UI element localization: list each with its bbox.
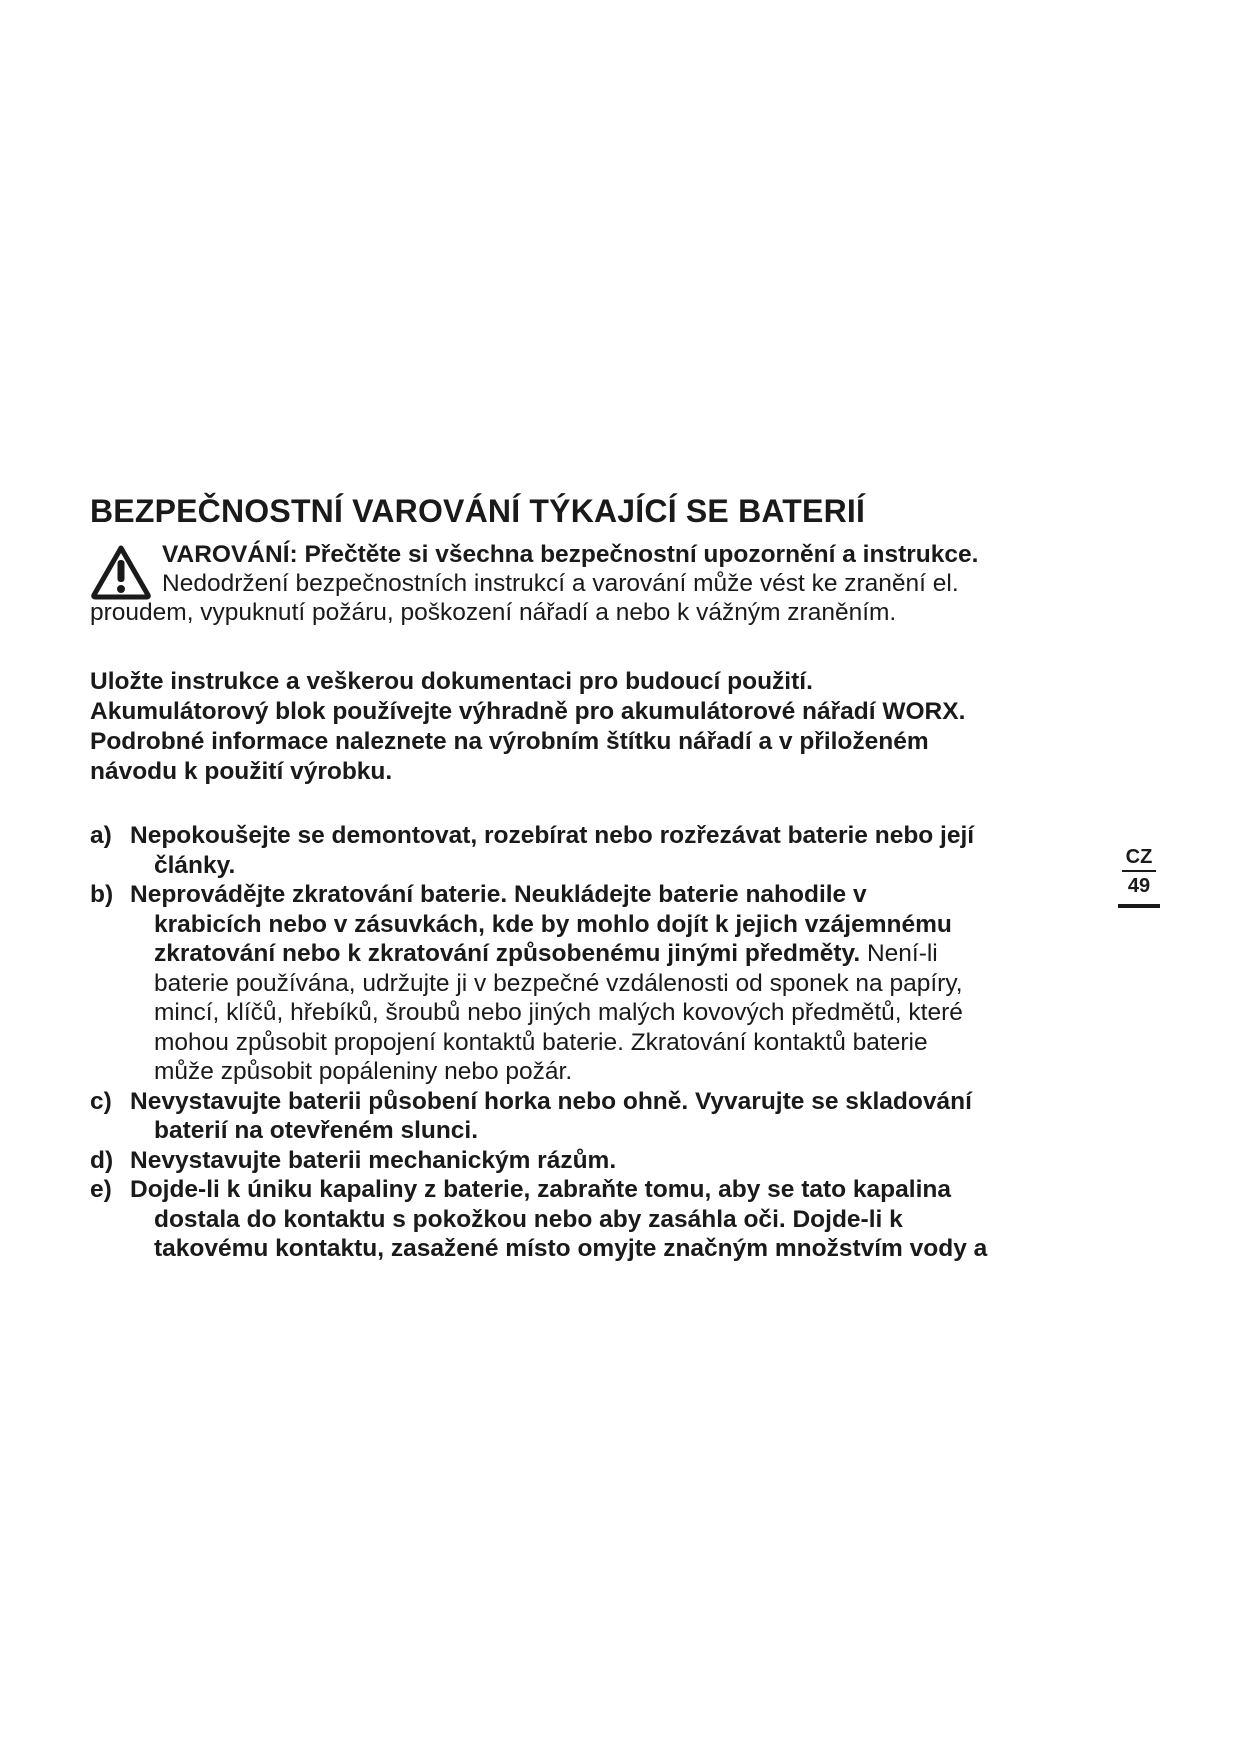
rule-e-line1: Dojde-li k úniku kapaliny z baterie, zabraňte tomu, aby se tato kapalina: [130, 1176, 951, 1203]
rule-b-line2: krabicích nebo v zásuvkách, kde by mohlo dojít k jejich vzájemnému: [154, 910, 952, 938]
warning-block: [90, 540, 1110, 627]
rule-c-line1: Nevystavujte baterii působení horka nebo ohně. Vyvarujte se skladování: [130, 1087, 972, 1115]
rule-d: [90, 1146, 1110, 1176]
intro-line: Uložte instrukce a veškerou dokumentaci pro budoucí použití.: [90, 668, 813, 695]
rule-a-line2: články.: [154, 851, 236, 879]
intro-line: Podrobné informace naleznete na výrobním štítku nářadí a v přiloženém: [90, 728, 929, 755]
rule-e-line2: dostala do kontaktu s pokožkou nebo aby zasáhla oči. Dojde-li k: [154, 1205, 903, 1233]
rule-a-line1: Nepokoušejte se demontovat, rozebírat nebo rozřezávat baterie nebo její: [130, 822, 975, 849]
rule-c-line2: baterií na otevřeném slunci.: [154, 1117, 479, 1144]
rule-b-line5: mincí, klíčů, hřebíků, šroubů nebo jiných malých kovových předmětů, které: [154, 999, 963, 1026]
rule-b-line6: mohou způsobit propojení kontaktů baterie. Zkratování kontaktů baterie: [154, 1028, 928, 1056]
rule-letter: c): [90, 1087, 112, 1115]
rule-b-line3: [154, 939, 1110, 969]
page-tab: [1118, 845, 1160, 908]
language-code: CZ: [1122, 845, 1156, 872]
intro-paragraph: [90, 667, 1110, 787]
rule-d-line1: Nevystavujte baterii mechanickým rázům.: [130, 1146, 617, 1174]
warning-text-line: proudem, vypuknutí požáru, poškození nářadí a nebo k vážným zraněním.: [90, 599, 897, 626]
rule-a: [90, 821, 1110, 880]
page-title: BEZPEČNOSTNÍ VAROVÁNÍ TÝKAJÍCÍ SE BATERIÍ: [90, 493, 866, 529]
rule-b-line7: může způsobit popáleniny nebo požár.: [154, 1058, 573, 1085]
intro-line: Akumulátorový blok používejte výhradně pro akumulátorové nářadí WORX.: [90, 698, 966, 725]
tab-divider: [1118, 904, 1160, 908]
rule-letter: b): [90, 881, 114, 908]
rule-e: [90, 1175, 1110, 1264]
rule-c: [90, 1087, 1110, 1146]
page-number: 49: [1127, 875, 1151, 897]
rule-b-line1: Neprovádějte zkratování baterie. Neukládejte baterie nahodile v: [130, 881, 867, 908]
rule-letter: a): [90, 822, 112, 849]
warning-triangle-icon: [90, 544, 152, 600]
rule-b-line3-normal: Není-li: [860, 940, 938, 967]
rule-letter: d): [90, 1146, 114, 1174]
page-content: [90, 492, 1110, 1264]
safety-rules-list: [90, 821, 1110, 1264]
rule-b-line3-bold: zkratování nebo k zkratování způsobenému jinými předměty.: [154, 940, 861, 967]
rule-text-line: [130, 821, 1110, 851]
intro-line: návodu k použití výrobku.: [90, 758, 393, 785]
rule-e-line3: takovému kontaktu, zasažené místo omyjte značným množstvím vody a: [154, 1235, 988, 1262]
rule-letter: e): [90, 1176, 112, 1203]
warning-heading: VAROVÁNÍ: Přečtěte si všechna bezpečnostní upozornění a instrukce.: [162, 541, 979, 568]
warning-text-line: Nedodržení bezpečnostních instrukcí a varování může vést ke zranění el.: [162, 570, 959, 597]
rule-b: [90, 880, 1110, 1087]
rule-b-line4: baterie používána, udržujte ji v bezpečné vzdálenosti od sponek na papíry,: [154, 969, 963, 997]
